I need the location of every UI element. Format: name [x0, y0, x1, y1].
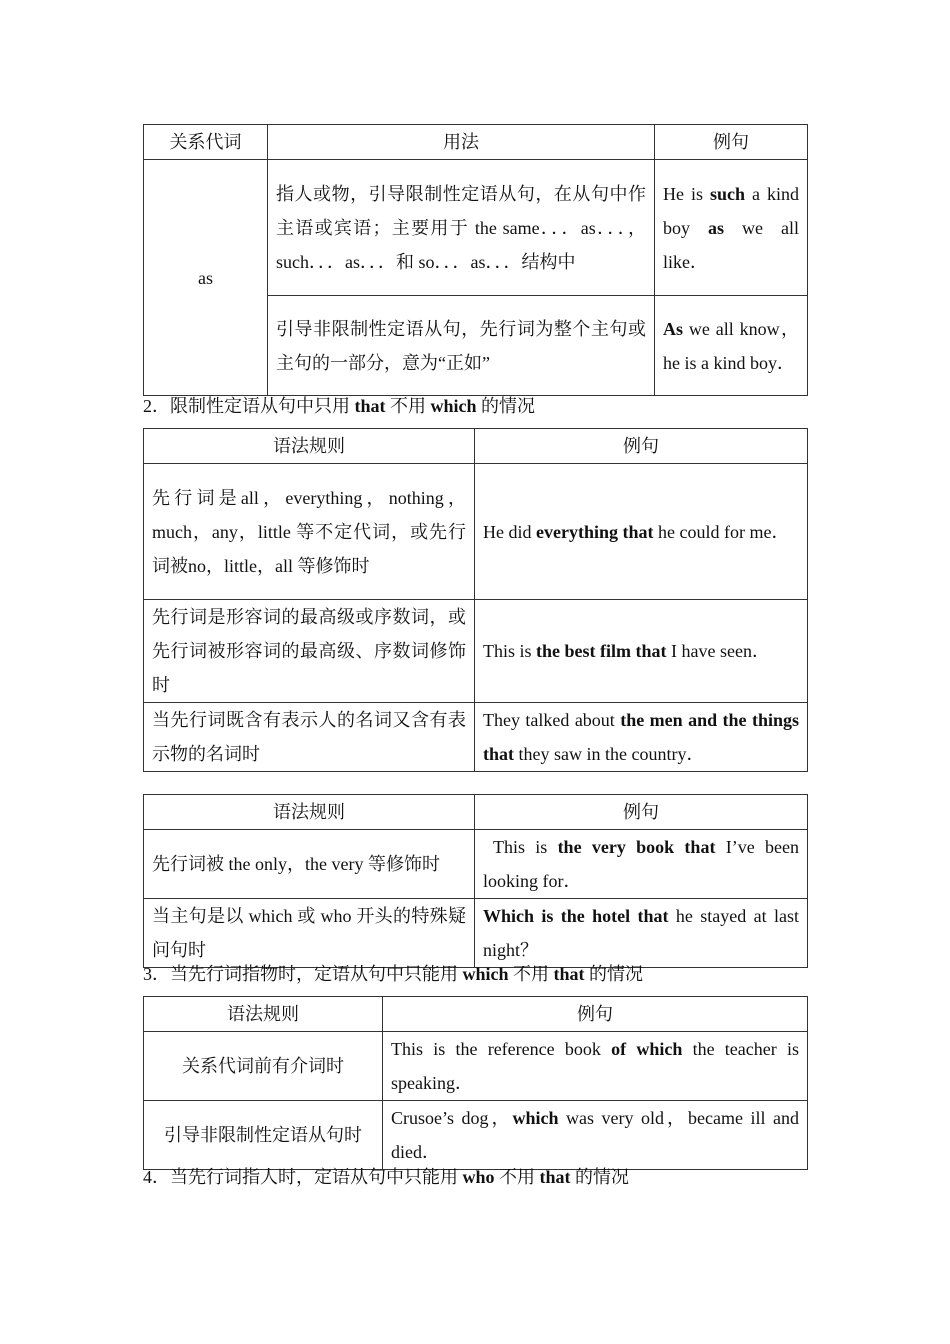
header-example: 例句 [475, 429, 808, 464]
rule-cell: 先行词被 the only，the very 等修饰时 [144, 830, 475, 899]
header-rule: 语法规则 [144, 997, 383, 1032]
that-only-rules-table [143, 428, 808, 772]
header-example: 例句 [655, 125, 808, 160]
header-usage: 用法 [268, 125, 655, 160]
header-rule: 语法规则 [144, 795, 475, 830]
rule-cell: 当主句是以 which 或 who 开头的特殊疑问句时 [144, 899, 475, 968]
pronoun-as-cell: as [144, 160, 268, 396]
relative-pronoun-table [143, 124, 808, 396]
example-cell: Crusoe’s dog，which was very old，became ill and died． [383, 1101, 808, 1170]
example-cell: They talked about the men and the things that they saw in the country． [475, 703, 808, 772]
example-cell: He did everything that he could for me． [475, 464, 808, 600]
section-heading-3: 3．当先行词指物时，定语从句中只能用 which 不用 that 的情况 [143, 964, 644, 984]
usage-cell: 指人或物，引导限制性定语从句，在从句中作主语或宾语；主要用于 the same．．．as．．．，such．．．as．．．和 so．．．as．．．结构中 [268, 160, 655, 296]
header-example: 例句 [475, 795, 808, 830]
rule-cell: 关系代词前有介词时 [144, 1032, 383, 1101]
rule-cell: 引导非限制性定语从句时 [144, 1101, 383, 1170]
rule-cell: 先行词是all，everything，nothing，much，any，little 等不定代词，或先行词被no，little，all 等修饰时 [144, 464, 475, 600]
example-cell: This is the very book that I’ve been looking for． [475, 830, 808, 899]
header-example: 例句 [383, 997, 808, 1032]
example-cell: Which is the hotel that he stayed at last night？ [475, 899, 808, 968]
section-heading-4: 4．当先行词指人时，定语从句中只能用 who 不用 that 的情况 [143, 1167, 630, 1187]
usage-cell: 引导非限制性定语从句，先行词为整个主句或主句的一部分，意为“正如” [268, 296, 655, 396]
example-cell: As we all know， he is a kind boy． [655, 296, 808, 396]
rule-cell: 当先行词既含有表示人的名词又含有表示物的名词时 [144, 703, 475, 772]
header-pronoun: 关系代词 [144, 125, 268, 160]
that-only-rules-table-continued [143, 794, 808, 968]
section-heading-2: 2．限制性定语从句中只用 that 不用 which 的情况 [143, 396, 536, 416]
example-cell: This is the reference book of which the teacher is speaking． [383, 1032, 808, 1101]
rule-cell: 先行词是形容词的最高级或序数词，或先行词被形容词的最高级、序数词修饰时 [144, 600, 475, 703]
example-cell: This is the best film that I have seen． [475, 600, 808, 703]
example-cell: He is such a kind boy as we all like． [655, 160, 808, 296]
which-only-rules-table [143, 996, 808, 1170]
header-rule: 语法规则 [144, 429, 475, 464]
